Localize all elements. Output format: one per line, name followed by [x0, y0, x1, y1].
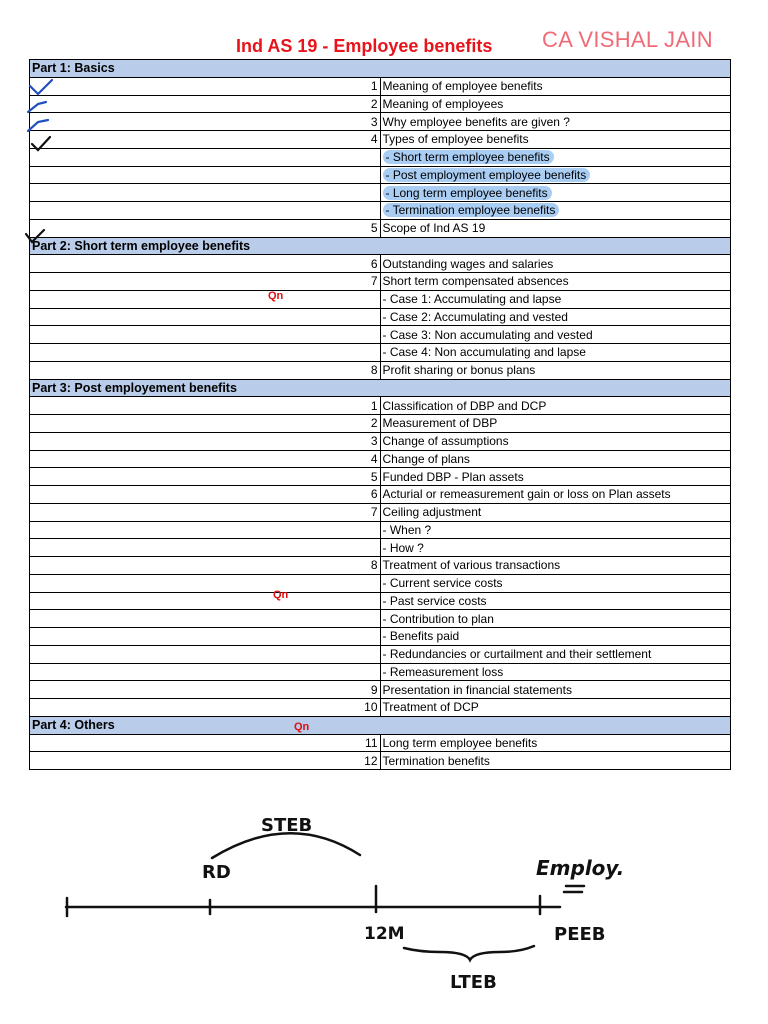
topic-row	[30, 699, 731, 717]
highlighted-topic-text: - Post employment employee benefits	[383, 168, 591, 182]
topic-number: 1	[30, 77, 381, 95]
topic-row	[30, 273, 731, 291]
lteb-label: LTEB	[450, 972, 497, 993]
peeb-label: PEEB	[554, 924, 606, 945]
topic-text: Treatment of DCP	[380, 699, 731, 717]
topic-number: 2	[30, 415, 381, 433]
check-icon	[28, 102, 46, 112]
topic-number: 5	[30, 219, 381, 237]
topic-number: 8	[30, 557, 381, 575]
topic-text: - Benefits paid	[380, 628, 731, 646]
steb-arc	[212, 833, 360, 858]
topic-number	[30, 308, 381, 326]
qn-annotation: Qn	[268, 290, 284, 302]
topic-row	[30, 557, 731, 575]
lteb-brace	[404, 946, 534, 960]
topic-number: 7	[30, 503, 381, 521]
part-heading: Part 3: Post employement benefits	[30, 379, 731, 397]
topic-text: Treatment of various transactions	[380, 557, 731, 575]
topic-row	[30, 681, 731, 699]
topic-number: 2	[30, 95, 381, 113]
topic-text: Types of employee benefits	[380, 131, 731, 149]
check-icon	[28, 120, 48, 131]
qn-annotation: Qn	[294, 721, 310, 733]
topic-text: Termination benefits	[380, 752, 731, 770]
twelve-m-label: 12M	[364, 924, 405, 944]
subtopic-row	[30, 290, 731, 308]
topic-text: Why employee benefits are given ?	[380, 113, 731, 131]
highlighted-topic-text: - Long term employee benefits	[383, 186, 552, 200]
part-heading: Part 2: Short term employee benefits	[30, 237, 731, 255]
topic-number	[30, 628, 381, 646]
topic-number: 4	[30, 131, 381, 149]
subtopic-row	[30, 610, 731, 628]
subtopic-row	[30, 308, 731, 326]
subtopic-row	[30, 574, 731, 592]
topic-number	[30, 645, 381, 663]
topic-row	[30, 503, 731, 521]
topic-text: Meaning of employees	[380, 95, 731, 113]
topic-text: Scope of Ind AS 19	[380, 219, 731, 237]
topic-row	[30, 468, 731, 486]
part-heading: Part 1: Basics	[30, 60, 731, 78]
topic-number	[30, 326, 381, 344]
topic-row	[30, 486, 731, 504]
topic-row	[30, 734, 731, 752]
topic-number	[30, 610, 381, 628]
topic-number	[30, 521, 381, 539]
topic-text: Meaning of employee benefits	[380, 77, 731, 95]
topic-number: 8	[30, 361, 381, 379]
topic-number: 7	[30, 273, 381, 291]
topic-row	[30, 752, 731, 770]
part-heading: Part 4: Others	[30, 716, 731, 734]
topic-text: Change of assumptions	[380, 432, 731, 450]
subtopic-row	[30, 539, 731, 557]
topic-number: 12	[30, 752, 381, 770]
topic-number: 6	[30, 486, 381, 504]
page-title: Ind AS 19 - Employee benefits	[236, 36, 493, 56]
topic-number	[30, 592, 381, 610]
subtopic-row	[30, 663, 731, 681]
topic-text: - Contribution to plan	[380, 610, 731, 628]
topic-number: 3	[30, 432, 381, 450]
topic-text: - Case 2: Accumulating and vested	[380, 308, 731, 326]
topic-number: 11	[30, 734, 381, 752]
highlighted-topic-text: - Termination employee benefits	[383, 203, 560, 217]
topic-number	[30, 663, 381, 681]
steb-label: STEB	[261, 815, 313, 836]
topic-text: Presentation in financial statements	[380, 681, 731, 699]
topic-number	[30, 290, 381, 308]
subtopic-row	[30, 592, 731, 610]
topic-text: Profit sharing or bonus plans	[380, 361, 731, 379]
part-header-row	[30, 716, 731, 734]
topic-number: 5	[30, 468, 381, 486]
check-icon	[26, 230, 44, 242]
topic-text: - How ?	[380, 539, 731, 557]
topic-number	[30, 539, 381, 557]
topic-text: Acturial or remeasurement gain or loss on Plan assets	[380, 486, 731, 504]
topic-text: Funded DBP - Plan assets	[380, 468, 731, 486]
part-header-row	[30, 379, 731, 397]
topic-text: - Case 4: Non accumulating and lapse	[380, 344, 731, 362]
topic-number: 10	[30, 699, 381, 717]
topic-text: Outstanding wages and salaries	[380, 255, 731, 273]
topic-number	[30, 574, 381, 592]
topic-row	[30, 450, 731, 468]
topic-text: Classification of DBP and DCP	[380, 397, 731, 415]
topic-text: - Past service costs	[380, 592, 731, 610]
topic-number: 9	[30, 681, 381, 699]
topic-number: 6	[30, 255, 381, 273]
timeline-sketch	[0, 800, 768, 1020]
check-icon	[32, 137, 50, 150]
employ-label: Employ.	[536, 856, 625, 880]
subtopic-row	[30, 344, 731, 362]
topic-number: 1	[30, 397, 381, 415]
subtopic-row	[30, 521, 731, 539]
topic-text: - Redundancies or curtailment and their settlement	[380, 645, 731, 663]
topic-text: - Case 3: Non accumulating and vested	[380, 326, 731, 344]
topic-text: - When ?	[380, 521, 731, 539]
topic-text: - Case 1: Accumulating and lapse	[380, 290, 731, 308]
rd-label: RD	[202, 862, 231, 883]
topic-text: Change of plans	[380, 450, 731, 468]
topic-text: Short term compensated absences	[380, 273, 731, 291]
topic-text: - Current service costs	[380, 574, 731, 592]
topic-text: Ceiling adjustment	[380, 503, 731, 521]
subtopic-row	[30, 645, 731, 663]
topic-text: - Remeasurement loss	[380, 663, 731, 681]
topic-number	[30, 344, 381, 362]
topic-number: 4	[30, 450, 381, 468]
topic-text: Long term employee benefits	[380, 734, 731, 752]
qn-annotation: Qn	[273, 589, 289, 601]
highlighted-topic-text: - Short term employee benefits	[383, 150, 554, 164]
author-name: CA VISHAL JAIN	[542, 27, 713, 52]
topic-row	[30, 415, 731, 433]
topic-row	[30, 432, 731, 450]
check-icon	[30, 80, 52, 94]
check-marks	[0, 0, 768, 260]
topic-row	[30, 397, 731, 415]
subtopic-row	[30, 628, 731, 646]
topic-row	[30, 361, 731, 379]
topic-number: 3	[30, 113, 381, 131]
subtopic-row	[30, 326, 731, 344]
topic-text: Measurement of DBP	[380, 415, 731, 433]
